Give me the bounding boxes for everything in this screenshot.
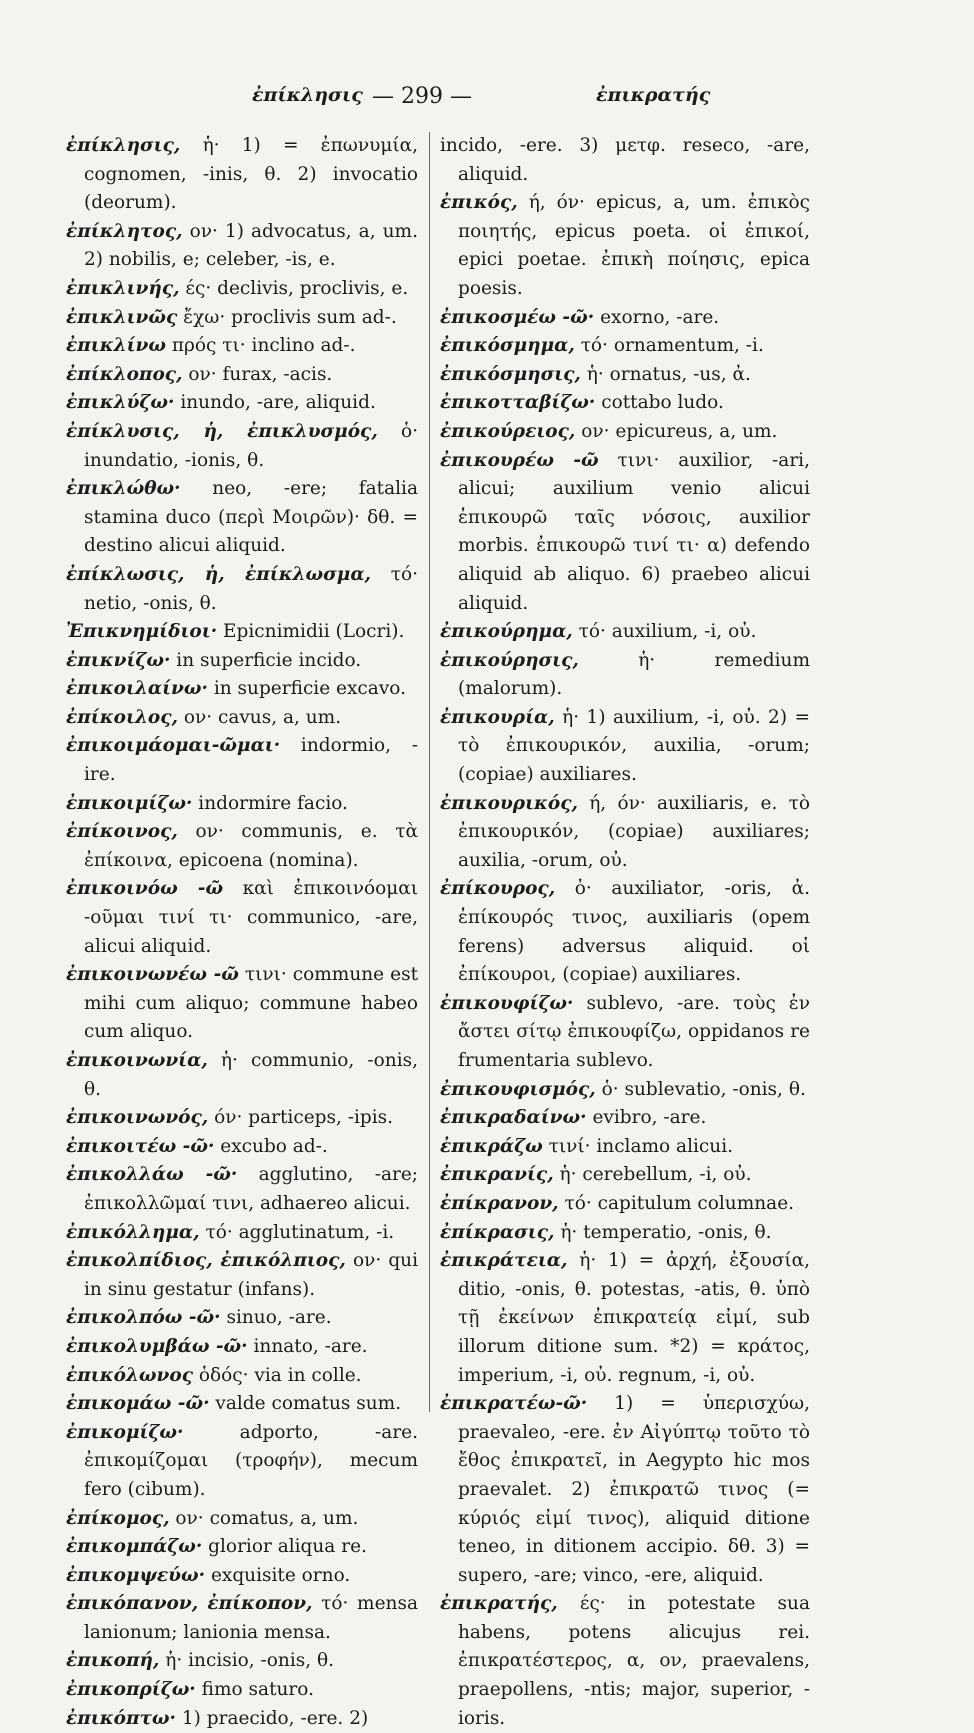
running-head	[0, 84, 974, 118]
headword: ἐπικρατέω-ῶ·	[440, 1393, 588, 1415]
headword: ἐπίκοιλος,	[66, 706, 178, 728]
definition: ὁδός· via in colle.	[198, 1364, 362, 1386]
definition: ἡ· remedium (malorum).	[458, 649, 810, 700]
headword: ἐπικλώθω·	[66, 478, 181, 500]
definition: ἡ· ornatus, -us, ἀ.	[586, 363, 751, 385]
definition: τό· agglutinatum, -i.	[205, 1221, 395, 1243]
dictionary-entry	[440, 447, 810, 619]
dictionary-entry	[440, 647, 810, 704]
definition: τό· mensa lanionum; lanionia mensa.	[84, 1593, 418, 1643]
headword: ἐπικοιμάομαι-ῶμαι·	[66, 735, 281, 757]
headword: ἐπικολπόω -ῶ·	[66, 1307, 221, 1329]
definition: sinuo, -are.	[226, 1307, 332, 1329]
headword: ἐπικραδαίνω·	[440, 1107, 587, 1129]
dictionary-entry	[66, 961, 418, 1047]
definition: 1) = ὑπερισχύω, praevaleo, -ere. ἐν Αἰγύπτῳ τοῦτο τὸ ἔθος ἐπικρατεῖ, in Aegypto hic mos praevalet. 2) ἐπικρατῶ τινος (= κύριός εἰμί τινος), aliquid ditione teneo, in ditionem accipio. δθ. 3) = supero, -are; vinco, -ere, aliquid.	[458, 1393, 811, 1586]
dictionary-entry	[440, 1076, 810, 1105]
guide-word-right: ἐπικρατής	[596, 84, 711, 106]
dictionary-entry	[66, 475, 418, 561]
headword: ἐπικοινωνός,	[66, 1107, 209, 1129]
definition: fimo saturo.	[201, 1679, 314, 1701]
dictionary-entry	[66, 389, 418, 418]
dictionary-entry	[66, 1304, 418, 1333]
headword: ἐπικουρικός,	[440, 792, 578, 814]
headword: ἐπικολπίδιος, ἐπικόλπιος,	[66, 1250, 346, 1272]
dictionary-entry	[440, 1219, 810, 1248]
dictionary-entry	[66, 647, 418, 676]
headword: ἐπικοιτέω -ῶ·	[66, 1135, 215, 1157]
dictionary-entry	[440, 990, 810, 1076]
definition: τό· ornamentum, -i.	[580, 335, 764, 357]
definition: τινί· inclamo alicui.	[548, 1135, 733, 1157]
headword: ἐπικρανίς,	[440, 1164, 554, 1186]
dictionary-entry	[440, 1247, 810, 1390]
definition: 1) praecido, -ere. 2)	[181, 1707, 369, 1729]
definition: glorior aliqua re.	[208, 1536, 367, 1558]
headword: ἐπικομίζω·	[66, 1421, 184, 1443]
headword: ἐπικοιμίζω·	[66, 792, 193, 814]
definition: valde comatus sum.	[215, 1393, 402, 1415]
headword: ἐπικόλλημα,	[66, 1221, 200, 1243]
dictionary-entry	[440, 790, 810, 876]
headword: ἐπικρατής,	[440, 1593, 558, 1615]
headword: ἐπικόσμημα,	[440, 335, 575, 357]
guide-word-left: ἐπίκλησις	[252, 84, 363, 106]
dictionary-entry	[66, 304, 418, 333]
dictionary-entry	[440, 1390, 810, 1590]
dictionary-entry	[440, 389, 810, 418]
definition: adporto, -are. ἐπικομίζομαι (τροφήν), mecum fero (cibum).	[84, 1421, 418, 1500]
headword: ἐπικνίζω·	[66, 649, 171, 671]
definition: incido, -ere. 3) μετφ. reseco, -are, aliquid.	[440, 135, 810, 185]
headword: ἐπικομψεύω·	[66, 1564, 206, 1586]
headword: ἐπίκλησις,	[66, 135, 181, 156]
definition: ἡ· 1) = ἐπωνυμία, cognomen, -inis, θ. 2) invocatio (deorum).	[84, 135, 418, 214]
definition: evibro, -are.	[592, 1107, 707, 1129]
dictionary-entry	[66, 1104, 418, 1133]
dictionary-entry	[66, 1047, 418, 1104]
definition: ἡ· communio, -onis, θ.	[84, 1050, 418, 1100]
dictionary-entry	[440, 189, 810, 303]
definition: τό· netio, -onis, θ.	[84, 563, 418, 614]
definition: in superficie incido.	[176, 649, 362, 671]
dictionary-entry	[66, 1333, 418, 1362]
headword: ἐπικοπή,	[66, 1650, 160, 1672]
definition: innato, -are.	[253, 1335, 368, 1357]
headword: ἐπικομπάζω·	[66, 1536, 203, 1558]
dictionary-entry	[66, 1161, 418, 1218]
definition: exorno, -are.	[600, 306, 720, 328]
headword: ἐπικοσμέω -ῶ·	[440, 306, 595, 328]
definition: ή, όν· epicus, a, um. ἐπικὸς ποιητής, epicus poeta. οἱ ἐπικοί, epici poetae. ἐπικὴ ποίησις, epica poesis.	[458, 192, 811, 299]
definition: ἡ· 1) auxilium, -i, οὐ. 2) = τὸ ἐπικουρικόν, auxilia, -orum; (copiae) auxiliares.	[458, 706, 810, 786]
definition: ον· communis, e. τὰ ἐπίκοινα, epicoena (nomina).	[84, 821, 418, 871]
headword: ἐπικοπρίζω·	[66, 1679, 196, 1701]
dictionary-entry	[440, 332, 810, 361]
headword: ἐπικόλωνος	[66, 1364, 193, 1386]
dictionary-entry	[66, 418, 418, 475]
dictionary-entry	[66, 1133, 418, 1162]
definition: ή, όν· auxiliaris, e. τὸ ἐπικουρικόν, (copiae) auxiliares; auxilia, -orum, οὐ.	[458, 792, 810, 871]
page-number: — 299 —	[372, 84, 472, 109]
headword: ἐπικόπανον, ἐπίκοπον,	[66, 1593, 313, 1615]
dictionary-entry	[440, 1590, 810, 1733]
headword: ἐπικλινῶς	[66, 306, 178, 328]
dictionary-entry	[66, 132, 418, 218]
headword: ἐπίκλωσις, ἡ, ἐπίκλωσμα,	[66, 563, 371, 585]
dictionary-entry	[66, 361, 418, 390]
definition: ον· 1) advocatus, a, um. 2) nobilis, e; celeber, -is, e.	[84, 220, 418, 271]
definition: ον· furax, -acis.	[188, 363, 333, 385]
column-divider	[429, 132, 430, 1412]
dictionary-entry	[440, 418, 810, 447]
definition: excubo ad-.	[220, 1135, 328, 1157]
headword: ἐπικούρημα,	[440, 621, 573, 643]
headword: ἐπικράζω	[440, 1135, 543, 1157]
dictionary-entry	[440, 1104, 810, 1133]
dictionary-entry	[66, 1505, 418, 1534]
headword: ἐπίκοινος,	[66, 821, 178, 843]
headword: ἐπικλινής,	[66, 277, 180, 299]
definition: ἡ· temperatio, -onis, θ.	[560, 1221, 772, 1243]
definition: neo, -ere; fatalia stamina duco (περὶ Μοιρῶν)· δθ. = destino alicui aliquid.	[84, 478, 418, 557]
dictionary-entry	[66, 1419, 418, 1505]
definition: ές· in potestate sua habens, potens alicujus rei. ἐπικρατέστερος, α, ον, praevalens, praepollens, -ntis; major, superior, -ioris.	[458, 1593, 810, 1729]
definition: ὁ· inundatio, -ionis, θ.	[84, 420, 418, 471]
headword: ἐπικούρησις,	[440, 649, 579, 671]
definition: sublevo, -are. τοὺς ἐν ἄστει σίτῳ ἐπικουφίζω, oppidanos re frumentaria sublevo.	[458, 992, 810, 1071]
headword: ἐπικλύζω·	[66, 392, 175, 414]
headword: ἐπικοτταβίζω·	[440, 392, 596, 414]
headword: ἐπικοινωνέω -ῶ	[66, 964, 239, 986]
dictionary-entry	[440, 1161, 810, 1190]
definition: τινι· auxilior, -ari, alicui; auxilium venio alicui ἐπικουρῶ ταῖς νόσοις, auxilior morbis. ἐπικουρῶ τινί τι· α) defendo aliquid ab aliquo. 6) praebeo alicui aliquid.	[458, 449, 810, 614]
dictionary-entry	[66, 818, 418, 875]
definition: cottabo ludo.	[601, 392, 724, 414]
dictionary-entry	[440, 875, 810, 989]
headword: ἐπικλίνω	[66, 335, 166, 357]
definition: agglutino, -are; ἐπικολλῶμαί τινι, adhaereo alicui.	[84, 1164, 418, 1214]
dictionary-entry	[440, 304, 810, 333]
definition: τινι· commune est mihi cum aliquo; commune habeo cum aliquo.	[84, 964, 419, 1043]
dictionary-entry	[66, 1533, 418, 1562]
headword: ἐπίκλοπος,	[66, 363, 183, 385]
dictionary-entry	[66, 732, 418, 789]
dictionary-entry	[66, 704, 418, 733]
definition: indormio, -ire.	[84, 735, 418, 786]
dictionary-entry	[66, 1647, 418, 1676]
headword: ἐπίκρασις,	[440, 1221, 555, 1243]
headword: ἐπίκλυσις, ἡ, ἐπικλυσμός,	[66, 420, 378, 442]
headword: ἐπικοιλαίνω·	[66, 678, 208, 700]
definition: πρός τι· inclino ad-.	[171, 335, 356, 357]
right-column	[440, 132, 811, 1729]
headword: ἐπικουρία,	[440, 706, 555, 728]
definition: ὁ· sublevatio, -onis, θ.	[601, 1078, 806, 1100]
dictionary-entry	[440, 361, 810, 390]
definition: ἡ· incisio, -onis, θ.	[165, 1650, 335, 1672]
definition: ές· declivis, proclivis, e.	[185, 277, 409, 299]
headword: Ἐπικνημίδιοι·	[66, 621, 218, 643]
definition: όν· particeps, -ipis.	[214, 1107, 394, 1129]
dictionary-entry	[66, 675, 418, 704]
dictionary-entry	[66, 875, 418, 961]
definition: ον· epicureus, a, um.	[581, 420, 778, 442]
dictionary-entry	[440, 1190, 810, 1219]
definition: indormire facio.	[198, 792, 348, 814]
headword: ἐπικουφίζω·	[440, 992, 574, 1014]
headword: ἐπικούρειος,	[440, 420, 576, 442]
left-column	[66, 132, 419, 1729]
headword: ἐπικόσμησις,	[440, 363, 581, 385]
dictionary-entry	[66, 1676, 418, 1705]
dictionary-entry	[66, 1705, 418, 1733]
headword: ἐπικομάω -ῶ·	[66, 1393, 210, 1415]
definition: in superficie excavo.	[213, 678, 406, 700]
headword: ἐπικός,	[440, 192, 518, 214]
dictionary-entry	[66, 618, 418, 647]
dictionary-entry	[440, 618, 810, 647]
dictionary-entry	[66, 790, 418, 819]
definition: τό· capitulum columnae.	[564, 1192, 795, 1214]
headword: ἐπίκλητος,	[66, 220, 183, 242]
headword: ἐπικουφισμός,	[440, 1078, 596, 1100]
definition: exquisite orno.	[210, 1564, 351, 1586]
definition: ἔχω· proclivis sum ad-.	[183, 306, 397, 328]
headword: ἐπικράτεια,	[440, 1250, 568, 1272]
dictionary-entry	[66, 1590, 418, 1647]
dictionary-entry	[66, 1247, 418, 1304]
definition: ἡ· cerebellum, -i, οὐ.	[559, 1164, 752, 1186]
definition: inundo, -are, aliquid.	[180, 392, 376, 414]
headword: ἐπικολυμβάω -ῶ·	[66, 1335, 248, 1357]
headword: ἐπικολλάω -ῶ·	[66, 1164, 238, 1186]
headword: ἐπίκρανον,	[440, 1192, 559, 1214]
headword: ἐπικουρέω -ῶ	[440, 449, 599, 471]
headword: ἐπικοινόω -ῶ	[66, 878, 224, 900]
dictionary-entry	[440, 132, 810, 189]
dictionary-entry	[66, 1362, 418, 1391]
headword: ἐπικοινωνία,	[66, 1050, 208, 1071]
dictionary-entry	[66, 332, 418, 361]
definition: ὁ· auxiliator, -oris, ἀ. ἐπίκουρός τινος, auxiliaris (opem ferens) adversus aliquid. οἱ ἐπίκουροι, (copiae) auxiliares.	[458, 878, 810, 986]
dictionary-entry	[66, 275, 418, 304]
dictionary-entry	[440, 1133, 810, 1162]
definition: τό· auxilium, -i, οὐ.	[578, 621, 757, 643]
definition: ον· comatus, a, um.	[175, 1507, 359, 1529]
definition: ον· qui in sinu gestatur (infans).	[84, 1250, 419, 1300]
headword: ἐπίκομος,	[66, 1507, 170, 1529]
dictionary-entry	[66, 1390, 418, 1419]
definition: Epicnimidii (Locri).	[223, 621, 405, 643]
definition: ον· cavus, a, um.	[183, 706, 342, 728]
headword: ἐπικόπτω·	[66, 1707, 176, 1729]
dictionary-entry	[66, 561, 418, 618]
definition: ἡ· 1) = ἀρχή, ἐξουσία, ditio, -onis, θ. potestas, -atis, θ. ὑπὸ τῇ ἐκείνων ἐπικρατείᾳ εἰμί, sub illorum ditione sum. *2) = κράτος, imperium, -i, οὐ. regnum, -i, οὐ.	[458, 1250, 810, 1386]
headword: ἐπίκουρος,	[440, 878, 556, 900]
dictionary-entry	[66, 1562, 418, 1591]
definition: καὶ ἐπικοινόομαι -οῦμαι τινί τι· communico, -are, alicui aliquid.	[84, 878, 419, 957]
dictionary-entry	[66, 218, 418, 275]
dictionary-entry	[66, 1219, 418, 1248]
dictionary-entry	[440, 704, 810, 790]
